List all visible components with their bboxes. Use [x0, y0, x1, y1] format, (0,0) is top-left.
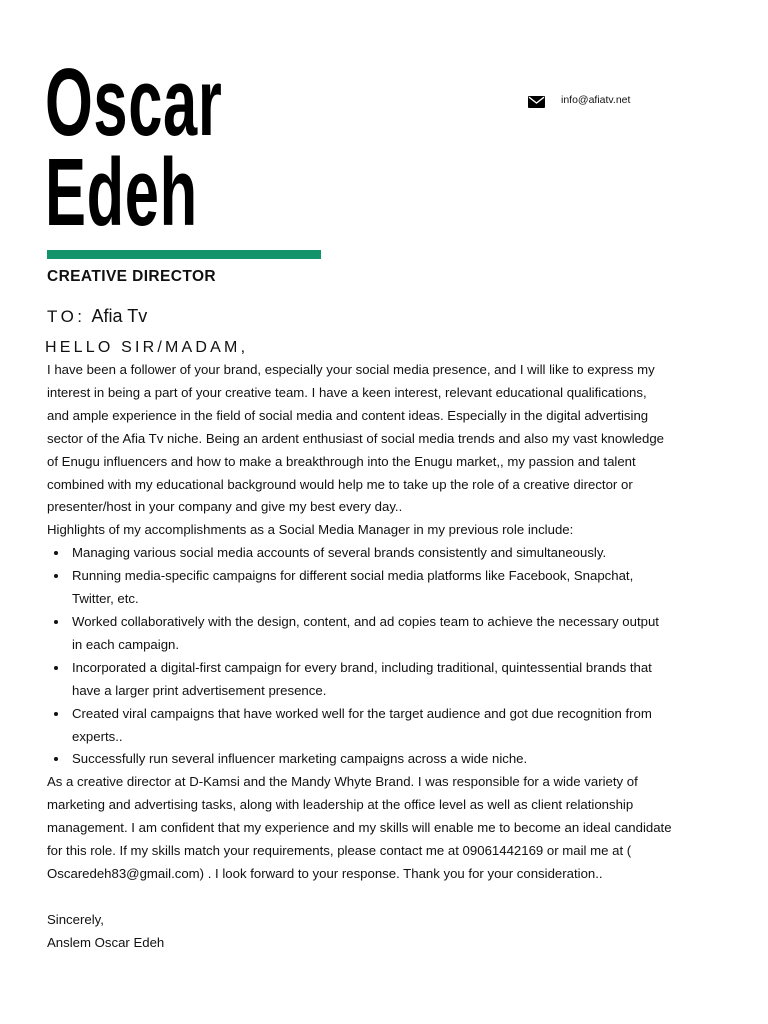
closing-paragraph: As a creative director at D-Kamsi and the Mandy Whyte Brand. I was responsible for a wide variety of marketing and advertising tasks, along with leadership at the office level as well as client relationship management. I am confident that my experience and my skills will enable me to become an ideal candidate for this role. If my skills match your requirements, please contact me at 09061442169 or mail me at ( Oscaredeh83@gmail.com) . I look forward to your response. Thank you for your consideration..	[47, 774, 672, 881]
list-item: • Successfully run several influencer marketing campaigns across a wide niche.	[69, 748, 672, 771]
greeting: HELLO SIR/MADAM,	[45, 339, 249, 356]
list-item: • Incorporated a digital-first campaign for every brand, including traditional, quintessential brands that have a larger print advertisement presence.	[69, 657, 672, 703]
list-item: • Created viral campaigns that have worked well for the target audience and got due recognition from experts..	[69, 703, 672, 749]
recipient-line	[47, 306, 147, 327]
recipient-name: Afia Tv	[91, 306, 148, 326]
email-address[interactable]: info@afiatv.net	[561, 94, 631, 106]
sign-off: Sincerely,	[47, 911, 104, 927]
highlights-intro: Highlights of my accomplishments as a Social Media Manager in my previous role include:	[47, 522, 574, 538]
highlights-list	[47, 542, 672, 771]
signature-name: Anslem Oscar Edeh	[47, 934, 165, 950]
last-name: Edeh	[45, 139, 198, 246]
envelope-icon	[528, 96, 545, 108]
list-item: • Worked collaboratively with the design, content, and ad copies team to achieve the necessary output in each campaign.	[69, 611, 672, 657]
list-item: • Running media-specific campaigns for different social media platforms like Facebook, Snapchat, Twitter, etc.	[69, 565, 672, 611]
first-name: Oscar	[45, 49, 223, 156]
list-item: • Managing various social media accounts of several brands consistently and simultaneously.	[69, 542, 672, 565]
intro-paragraph: I have been a follower of your brand, especially your social media presence, and I will like to express my interest in being a part of your creative team. I have a keen interest, relevant educational qualifications, and ample experience in the field of social media and content ideas. Especially in the digital advertising sector of the Afia Tv niche. Being an ardent enthusiast of social media trends and also my vast knowledge of Enugu influencers and how to make a breakthrough into the Enugu market,, my passion and talent combined with my educational background would help me to take up the role of a creative director or presenter/host in your company and give my best every day..	[47, 362, 664, 515]
accent-bar	[47, 250, 321, 259]
spacer	[47, 886, 672, 909]
contact-email	[528, 96, 630, 108]
applicant-name	[45, 49, 223, 246]
letter-body	[47, 359, 672, 955]
job-title: CREATIVE DIRECTOR	[47, 268, 216, 285]
to-label: TO:	[47, 307, 86, 326]
